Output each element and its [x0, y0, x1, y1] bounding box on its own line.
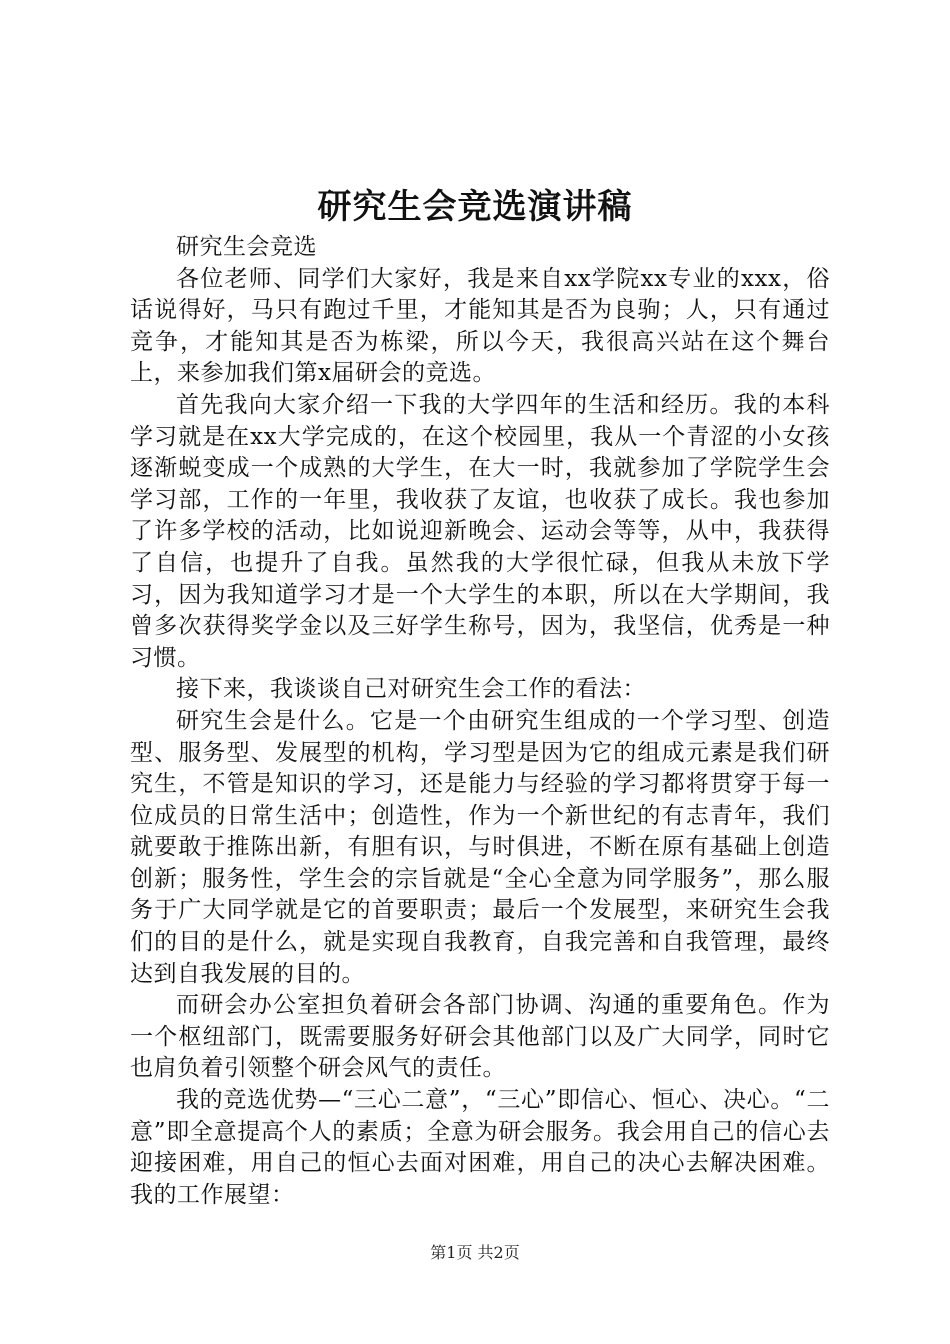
paragraph-greeting: 各位老师、同学们大家好，我是来自xx学院xx专业的xxx，俗话说得好，马只有跑过千里，才能知其是否为良驹；人，只有通过竞争，才能知其是否为栋梁，所以今天，我很高兴站在这个舞台上，来参加我们第x届研会的竞选。	[130, 265, 830, 387]
paragraph-office-role: 而研会办公室担负着研会各部门协调、沟通的重要角色。作为一个枢纽部门，既需要服务好研会其他部门以及广大同学，同时它也肩负着引领整个研会风气的责任。	[130, 992, 830, 1082]
paragraph-subtitle: 研究生会竞选	[176, 234, 317, 260]
page-number-footer: 第1页 共2页	[430, 1243, 520, 1262]
paragraph-advantages: 我的竞选优势—“三心二意”，“三心”即信心、恒心、决心。“二意”即全意提高个人的素质；全意为研会服务。我会用自己的信心去迎接困难，用自己的恒心去面对困难，用自己的决心去解决困难。我的工作展望：	[130, 1087, 830, 1208]
paragraph-transition: 接下来，我谈谈自己对研究生会工作的看法：	[176, 676, 646, 703]
document-title: 研究生会竞选演讲稿	[317, 187, 633, 227]
paragraph-definition: 研究生会是什么。它是一个由研究生组成的一个学习型、创造型、服务型、发展型的机构，学习型是因为它的组成元素是我们研究生，不管是知识的学习，还是能力与经验的学习都将贯穿于每一位成员的日常生活中；创造性，作为一个新世纪的有志青年，我们就要敢于推陈出新，有胆有识，与时俱进，不断在原有基础上创造创新；服务性，学生会的宗旨就是“全心全意为同学服务”，那么服务于广大同学就是它的首要职责；最后一个发展型，来研究生会我们的目的是什么，就是实现自我教育，自我完善和自我管理，最终达到自我发展的目的。	[130, 707, 830, 987]
paragraph-background: 首先我向大家介绍一下我的大学四年的生活和经历。我的本科学习就是在xx大学完成的，在这个校园里，我从一个青涩的小女孩逐渐蜕变成一个成熟的大学生，在大一时，我就参加了学院学生会学习部，工作的一年里，我收获了友谊，也收获了成长。我也参加了许多学校的活动，比如说迎新晚会、运动会等等，从中，我获得了自信，也提升了自我。虽然我的大学很忙碌，但我从未放下学习，因为我知道学习才是一个大学生的本职，所以在大学期间，我曾多次获得奖学金以及三好学生称号，因为，我坚信，优秀是一种习惯。	[130, 391, 830, 671]
document-body	[130, 232, 830, 1211]
